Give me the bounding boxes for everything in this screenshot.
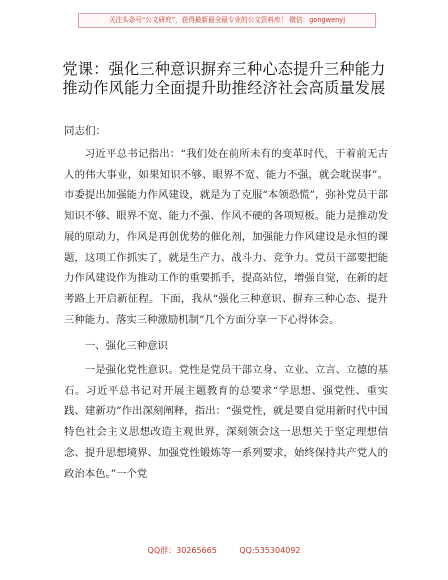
- promo-banner: 关注头条号“公文研究”，获得最新最全最专业的公文资料库！ 微信：gongwenyj: [78, 13, 376, 28]
- body-paragraph: 一是强化党性意识。党性是党员干部立身、立业、立言、立德的基石。习近平总书记对开展主题教育的总要求“学思想、强党性、重实践、建新功”作出深刻阐释，指出：“强党性，就是要自觉用新时代中国特色社会主义思想改造主观世界，深刻领会这一思想关于坚定理想信念、提升思想境界、加强党性锻炼等一系列要求，始终保持共产党人的政治本色。”一个党: [64, 364, 388, 480]
- contact-footer: [0, 545, 448, 556]
- document-body: [64, 144, 388, 484]
- document-title: 党课：强化三种意识摒弃三种心态提升三种能力推动作风能力全面提升助推经济社会高质量发展: [62, 60, 386, 98]
- qq-group-label: QQ群：30265665: [147, 546, 217, 555]
- section-heading: 一、强化三种意识: [84, 340, 168, 353]
- body-paragraph: 习近平总书记指出：“我们处在前所未有的变革时代，干着前无古人的伟大事业，如果知识不够、眼界不宽、能力不强，就会耽误事”。市委提出加强能力作风建设，就是为了克服“本领恐慌”，弥补党员干部知识不够、眼界不宽、能力不强、作风不硬的各项短板。能力是推动发展的原动力，作风是再创优势的催化剂，加强能力作风建设是永恒的课题，这项工作抓实了，就是生产力、战斗力、竞争力。党员干部要把能力作风建设作为推动工作的重要抓手，提高站位，增强自觉，在新的赶考路上开启新征程。下面，我从“强化三种意识、摒弃三种心态、提升三种能力、落实三种激励机制”几个方面分享一下心得体会。: [64, 148, 388, 326]
- qq-number-label: QQ:535304092: [239, 546, 301, 555]
- greeting: 同志们：: [64, 125, 106, 137]
